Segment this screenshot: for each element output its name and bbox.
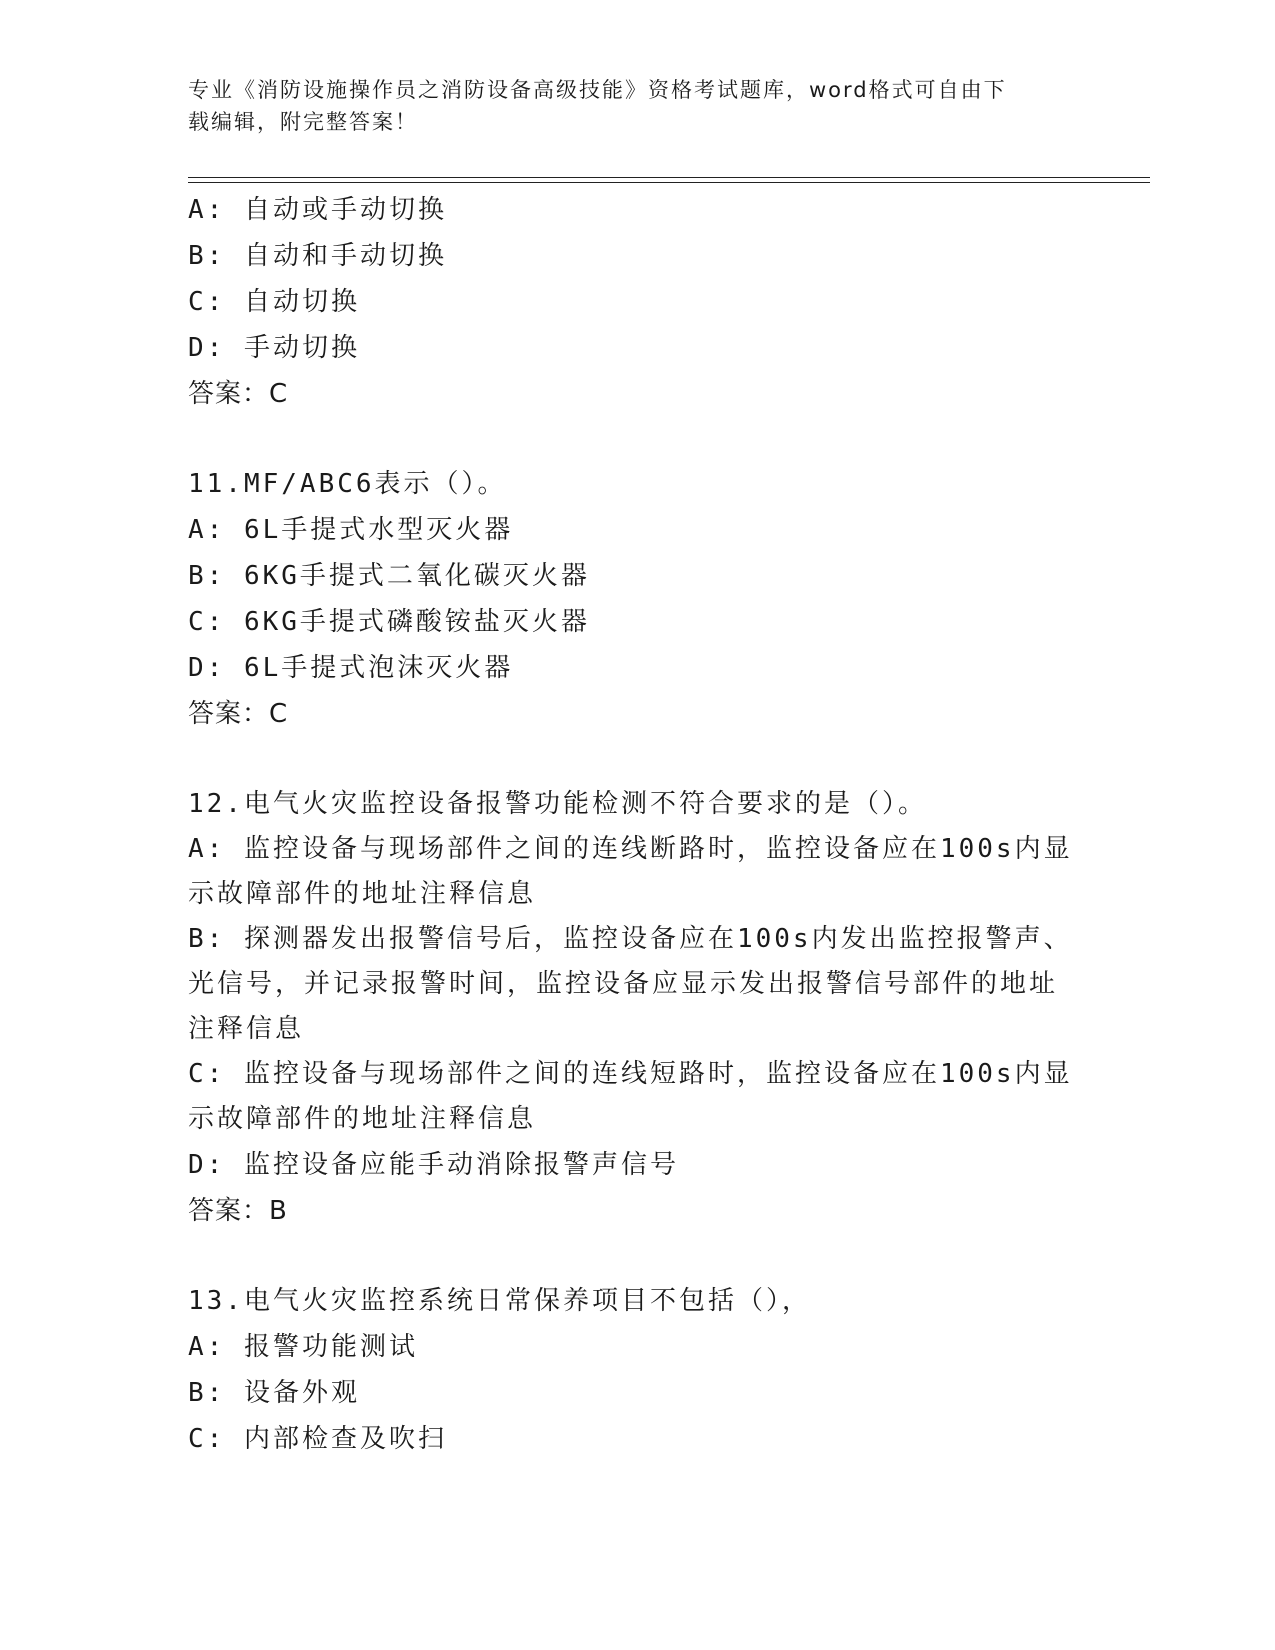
q11-option-b: B: 6KG手提式二氧化碳灭火器 xyxy=(188,561,590,591)
header-divider-bottom xyxy=(188,182,1150,183)
q10-option-a: A: 自动或手动切换 xyxy=(188,195,447,225)
q12-option-c-line-1: C: 监控设备与现场部件之间的连线短路时，监控设备应在100s内显 xyxy=(188,1059,1073,1089)
question-11-block xyxy=(188,461,1088,737)
document-header xyxy=(188,74,1068,138)
q12-question: 12.电气火灾监控设备报警功能检测不符合要求的是（）。 xyxy=(188,789,927,819)
question-list xyxy=(188,187,1088,1462)
q10-option-b: B: 自动和手动切换 xyxy=(188,241,447,271)
question-12-block xyxy=(188,781,1088,1234)
q12-option-b-line-3: 注释信息 xyxy=(188,1014,305,1044)
q13-question: 13.电气火灾监控系统日常保养项目不包括（）， xyxy=(188,1286,811,1316)
q10-option-d: D: 手动切换 xyxy=(188,333,360,363)
q12-option-c-line-2: 示故障部件的地址注释信息 xyxy=(188,1104,537,1134)
spacer xyxy=(188,1234,1088,1278)
spacer xyxy=(188,737,1088,781)
q13-option-c: C: 内部检查及吹扫 xyxy=(188,1424,447,1454)
header-divider-top xyxy=(188,177,1150,178)
q10-option-c: C: 自动切换 xyxy=(188,287,360,317)
header-title-line-1: 专业《消防设施操作员之消防设备高级技能》资格考试题库，word格式可自由下 xyxy=(188,78,1007,102)
q10-answer: 答案：C xyxy=(188,379,289,409)
q12-option-b-line-1: B: 探测器发出报警信号后，监控设备应在100s内发出监控报警声、 xyxy=(188,924,1073,954)
header-title-line-2: 载编辑，附完整答案！ xyxy=(188,110,418,134)
question-10-block xyxy=(188,187,1088,417)
question-13-block xyxy=(188,1278,1088,1462)
q13-option-b: B: 设备外观 xyxy=(188,1378,360,1408)
q11-option-c: C: 6KG手提式磷酸铵盐灭火器 xyxy=(188,607,590,637)
q12-answer: 答案：B xyxy=(188,1196,288,1226)
q13-option-a: A: 报警功能测试 xyxy=(188,1332,418,1362)
q12-option-a-line-1: A: 监控设备与现场部件之间的连线断路时，监控设备应在100s内显 xyxy=(188,834,1073,864)
q12-option-d: D: 监控设备应能手动消除报警声信号 xyxy=(188,1150,679,1180)
q12-option-a-line-2: 示故障部件的地址注释信息 xyxy=(188,879,537,909)
q12-option-b-line-2: 光信号，并记录报警时间，监控设备应显示发出报警信号部件的地址 xyxy=(188,969,1059,999)
q11-option-d: D: 6L手提式泡沫灭火器 xyxy=(188,653,514,683)
q11-option-a: A: 6L手提式水型灭火器 xyxy=(188,515,514,545)
spacer xyxy=(188,417,1088,461)
q11-answer: 答案：C xyxy=(188,699,289,729)
q11-question: 11.MF/ABC6表示（）。 xyxy=(188,469,507,499)
